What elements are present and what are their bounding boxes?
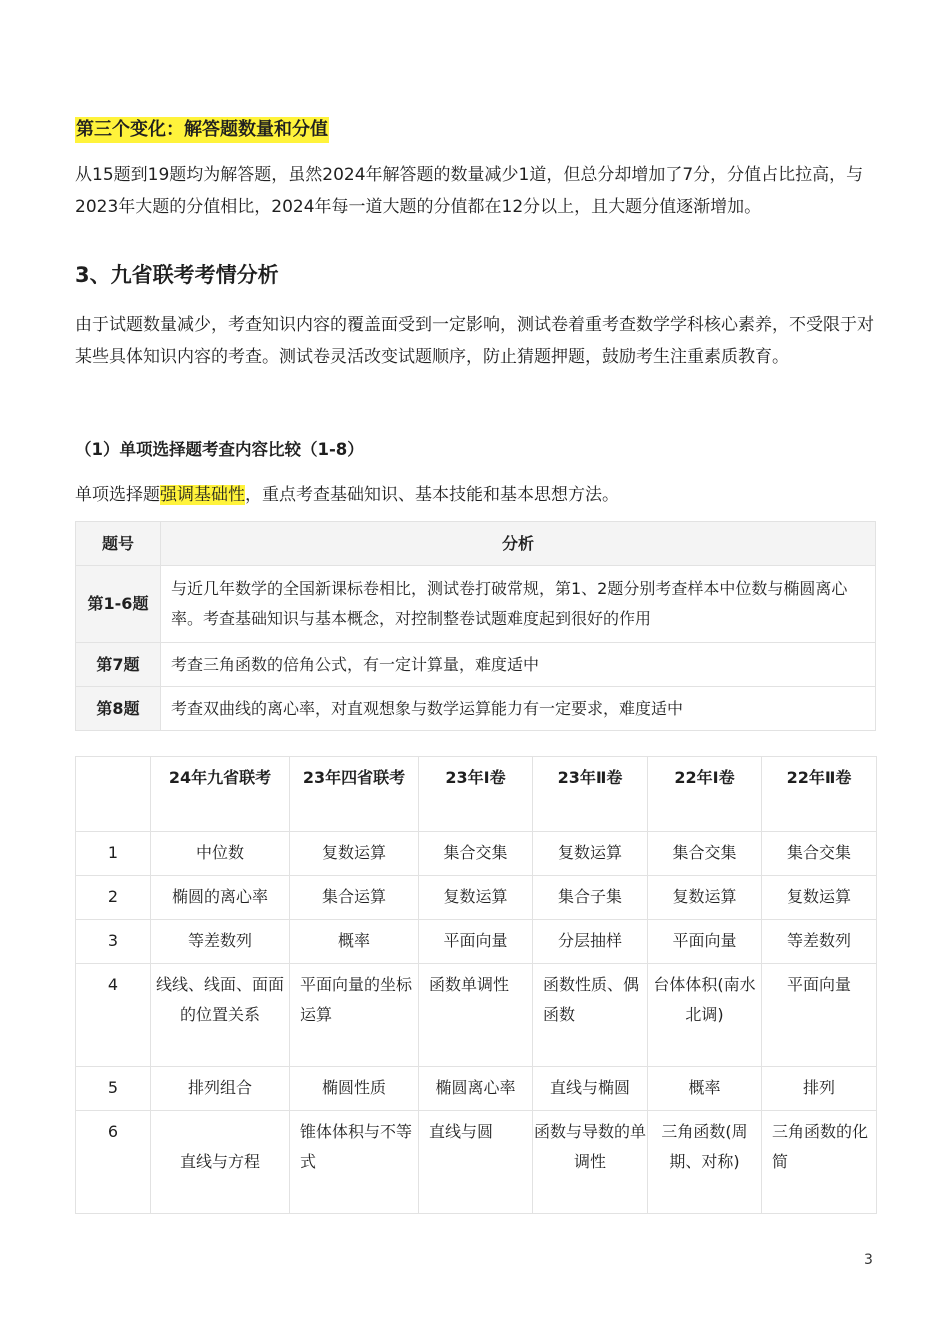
table-cell: 椭圆的离心率 — [151, 876, 290, 920]
table-cell: 直线与椭圆 — [533, 1067, 648, 1111]
row-number-cell: 6 — [76, 1111, 151, 1214]
table-cell: 线线、线面、面面的位置关系 — [151, 964, 290, 1067]
row-number-cell: 5 — [76, 1067, 151, 1111]
analysis-cell: 与近几年数学的全国新课标卷相比，测试卷打破常规，第1、2题分别考查样本中位数与椭圆离心率。考查基础知识与基本概念，对控制整卷试题难度起到很好的作用 — [161, 566, 876, 643]
table-cell: 排列 — [762, 1067, 877, 1111]
analysis-cell: 考查三角函数的倍角公式，有一定计算量，难度适中 — [161, 643, 876, 687]
header-cell: 24年九省联考 — [151, 757, 290, 832]
table-cell: 平面向量 — [419, 920, 533, 964]
header-cell: 22年Ⅱ卷 — [762, 757, 877, 832]
header-cell — [76, 757, 151, 832]
table-cell: 椭圆离心率 — [419, 1067, 533, 1111]
paragraph-2: 由于试题数量减少，考查知识内容的覆盖面受到一定影响，测试卷着重考查数学学科核心素养，不受限于对某些具体知识内容的考查。测试卷灵活改变试题顺序，防止猜题押题，鼓励考生注重素质教育。 — [75, 315, 874, 367]
comparison-table — [75, 756, 877, 1214]
header-cell: 23年四省联考 — [290, 757, 419, 832]
table-row — [76, 832, 877, 876]
para3-highlight: 强调基础性 — [160, 485, 245, 505]
table-cell: 函数单调性 — [419, 964, 533, 1067]
header-cell: 题号 — [76, 522, 161, 566]
table-cell: 等差数列 — [762, 920, 877, 964]
table-cell: 三角函数(周期、对称) — [648, 1111, 762, 1214]
header-cell: 分析 — [161, 522, 876, 566]
para3-post: ，重点考查基础知识、基本技能和基本思想方法。 — [245, 485, 619, 505]
table-cell: 台体体积(南水北调) — [648, 964, 762, 1067]
table-row — [76, 1067, 877, 1111]
table-cell: 锥体体积与不等式 — [290, 1111, 419, 1214]
table-cell: 分层抽样 — [533, 920, 648, 964]
header-cell: 23年Ⅰ卷 — [419, 757, 533, 832]
table-cell: 直线与方程 — [151, 1111, 290, 1214]
table-cell: 排列组合 — [151, 1067, 290, 1111]
table-cell: 平面向量的坐标运算 — [290, 964, 419, 1067]
table-cell: 集合运算 — [290, 876, 419, 920]
table-row — [76, 1111, 877, 1214]
table-cell: 中位数 — [151, 832, 290, 876]
header-cell: 22年Ⅰ卷 — [648, 757, 762, 832]
row-number-cell: 2 — [76, 876, 151, 920]
heading-3: （1）单项选择题考查内容比较（1-8） — [75, 440, 364, 459]
table-cell: 椭圆性质 — [290, 1067, 419, 1111]
paragraph-3 — [75, 480, 877, 512]
table-cell: 函数与导数的单调性 — [533, 1111, 648, 1214]
para3-pre: 单项选择题 — [75, 485, 160, 505]
heading-2: 3、九省联考考情分析 — [75, 263, 279, 287]
table-cell: 平面向量 — [648, 920, 762, 964]
table-cell: 复数运算 — [419, 876, 533, 920]
section-title: 第三个变化：解答题数量和分值 — [75, 117, 329, 143]
table-row — [76, 964, 877, 1067]
question-number-cell: 第7题 — [76, 643, 161, 687]
page-number: 3 — [864, 1252, 873, 1268]
paragraph-1: 从15题到19题均为解答题，虽然2024年解答题的数量减少1道，但总分却增加了7分，分值占比拉高，与2023年大题的分值相比，2024年每一道大题的分值都在12分以上，且大题分值逐渐增加。 — [75, 165, 864, 217]
analysis-table — [75, 521, 876, 731]
question-number-cell: 第1-6题 — [76, 566, 161, 643]
table-row — [76, 687, 876, 731]
table-cell: 等差数列 — [151, 920, 290, 964]
header-cell: 23年Ⅱ卷 — [533, 757, 648, 832]
question-number-cell: 第8题 — [76, 687, 161, 731]
row-number-cell: 1 — [76, 832, 151, 876]
table-cell: 复数运算 — [648, 876, 762, 920]
table-row — [76, 643, 876, 687]
analysis-cell: 考查双曲线的离心率，对直观想象与数学运算能力有一定要求，难度适中 — [161, 687, 876, 731]
table-cell: 复数运算 — [290, 832, 419, 876]
table-row — [76, 920, 877, 964]
table-cell: 集合子集 — [533, 876, 648, 920]
table-cell: 平面向量 — [762, 964, 877, 1067]
table-header-row — [76, 522, 876, 566]
table-cell: 集合交集 — [419, 832, 533, 876]
table-row — [76, 876, 877, 920]
table-cell: 集合交集 — [648, 832, 762, 876]
table-header-row — [76, 757, 877, 832]
table-cell: 概率 — [290, 920, 419, 964]
table-cell: 直线与圆 — [419, 1111, 533, 1214]
table-cell: 三角函数的化简 — [762, 1111, 877, 1214]
table-cell: 概率 — [648, 1067, 762, 1111]
table-row — [76, 566, 876, 643]
table-cell: 复数运算 — [533, 832, 648, 876]
row-number-cell: 4 — [76, 964, 151, 1067]
table-cell: 复数运算 — [762, 876, 877, 920]
table-cell: 集合交集 — [762, 832, 877, 876]
table-cell: 函数性质、偶函数 — [533, 964, 648, 1067]
row-number-cell: 3 — [76, 920, 151, 964]
